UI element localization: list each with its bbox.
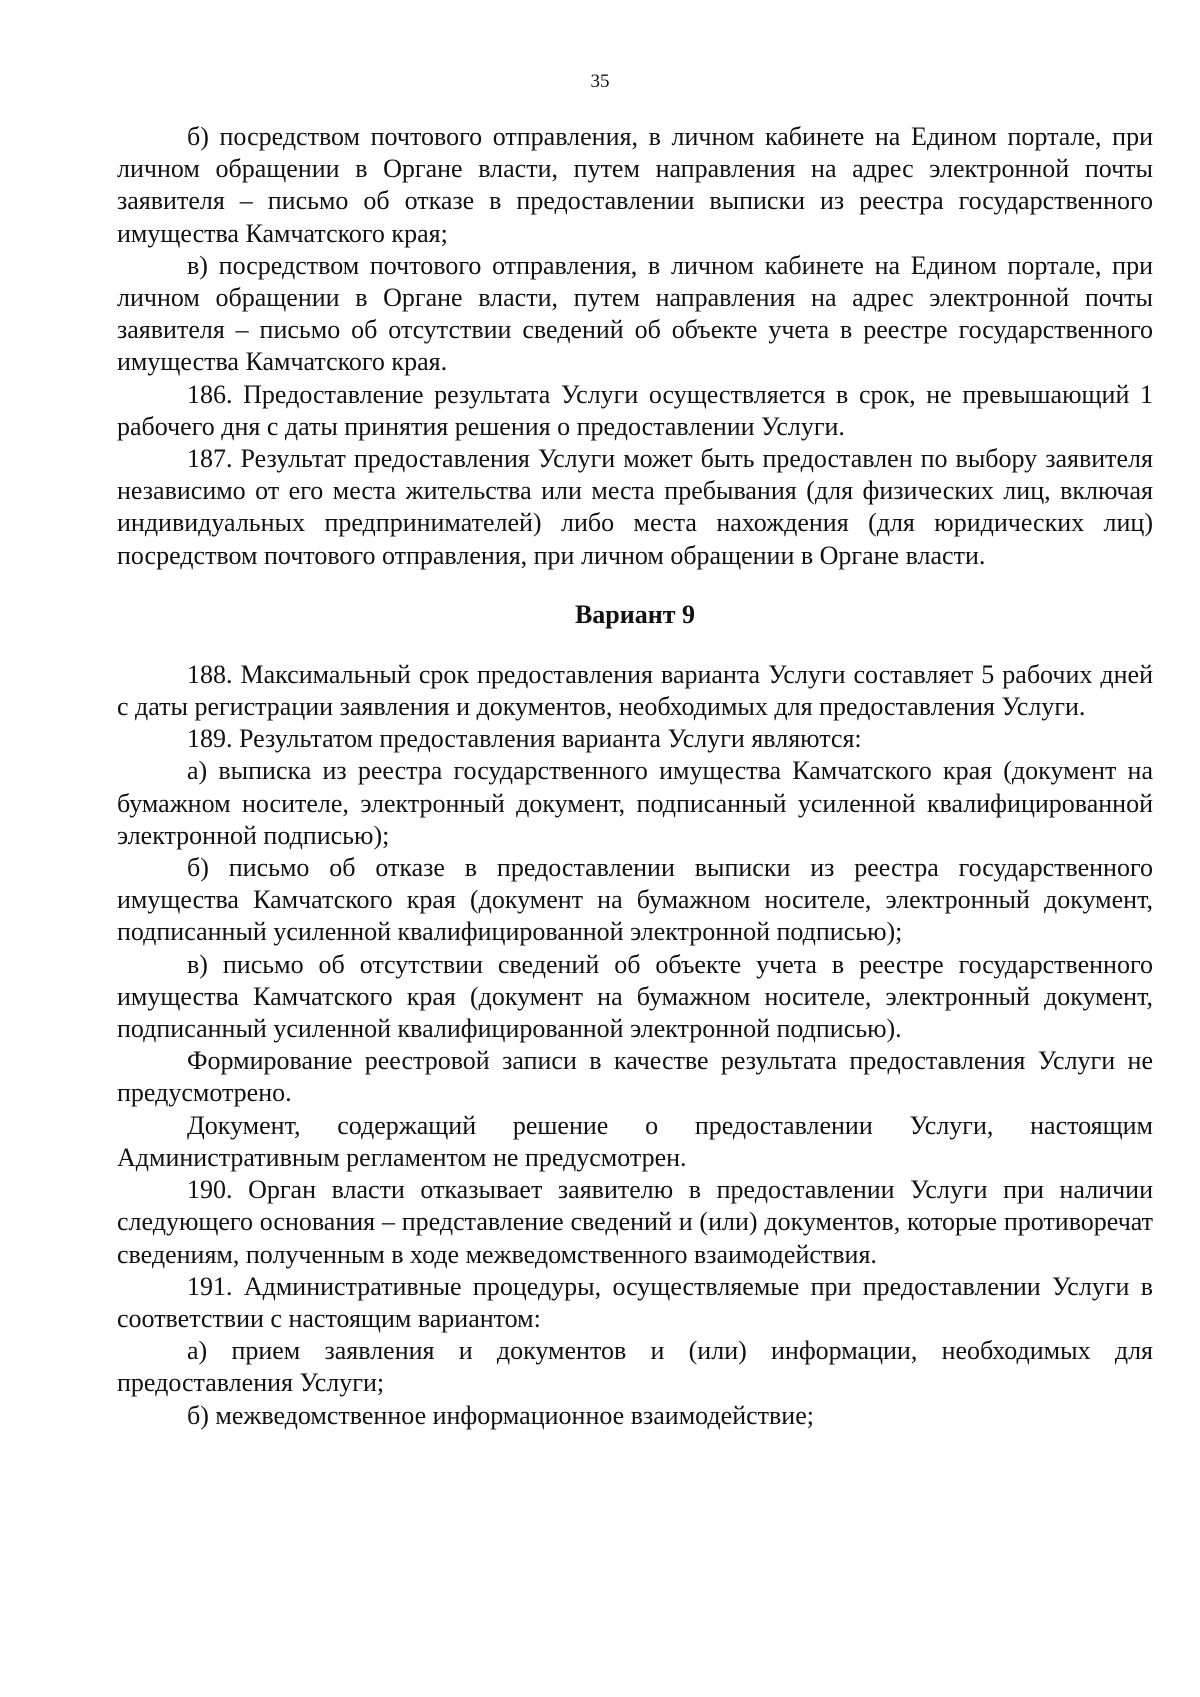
paragraph-188: 188. Максимальный срок предоставления варианта Услуги составляет 5 рабочих дней с даты регистрации заявления и документов, необходимых для предоставления Услуги. <box>117 659 1153 722</box>
paragraph-189-item-v: в) письмо об отсутствии сведений об объекте учета в реестре государственного имущества Камчатского края (документ на бумажном носителе, электронный документ, подписанный усиленной квалифицированной электронной подписью). <box>117 949 1153 1044</box>
paragraph-191: 191. Административные процедуры, осуществляемые при предоставлении Услуги в соответствии с настоящим вариантом: <box>117 1271 1153 1333</box>
page-number: 35 <box>590 71 610 92</box>
paragraph-191-item-a: а) прием заявления и документов и (или) информации, необходимых для предоставления Услуги; <box>117 1336 1153 1398</box>
section-heading-variant-9: Вариант 9 <box>574 599 696 629</box>
paragraph-187: 187. Результат предоставления Услуги может быть предоставлен по выбору заявителя независимо от его места жительства или места пребывания (для физических лиц, включая индивидуальных предпринимателей) либо места нахождения (для юридических лиц) посредством почтового отправления, при личном обращении в Органе власти. <box>117 444 1153 570</box>
paragraph-189-item-b: б) письмо об отказе в предоставлении выписки из реестра государственного имущества Камчатского края (документ на бумажном носителе, электронный документ, подписанный усиленной квалифицированной электронной подписью); <box>117 853 1153 947</box>
document-body <box>117 121 1153 1432</box>
paragraph-191-item-b: б) межведомственное информационное взаимодействие; <box>187 1400 814 1430</box>
paragraph-item-b-postal-refusal: б) посредством почтового отправления, в личном кабинете на Едином портале, при личном обращении в Органе власти, путем направления на адрес электронной почты заявителя – письмо об отказе в предоставлении выписки из реестра государственного имущества Камчатского края; <box>117 122 1153 248</box>
paragraph-item-v-postal-absence: в) посредством почтового отправления, в личном кабинете на Едином портале, при личном обращении в Органе власти, путем направления на адрес электронной почты заявителя – письмо об отсутствии сведений об объекте учета в реестре государственного имущества Камчатского края. <box>117 250 1153 377</box>
paragraph-186: 186. Предоставление результата Услуги осуществляется в срок, не превышающий 1 рабочего дня с даты принятия решения о предоставлении Услуги. <box>117 379 1153 441</box>
paragraph-decision-document: Документ, содержащий решение о предоставлении Услуги, настоящим Административным регламентом не предусмотрен. <box>117 1110 1153 1172</box>
paragraph-189-item-a: а) выписка из реестра государственного имущества Камчатского края (документ на бумажном носителе, электронный документ, подписанный усиленной квалифицированной электронной подписью); <box>117 756 1153 850</box>
paragraph-189: 189. Результатом предоставления варианта Услуги являются: <box>187 724 862 754</box>
paragraph-190: 190. Орган власти отказывает заявителю в предоставлении Услуги при наличии следующего основания – представление сведений и (или) документов, которые противоречат сведениям, полученным в ходе межведомственного взаимодействия. <box>117 1175 1153 1269</box>
paragraph-registry-record: Формирование реестровой записи в качестве результата предоставления Услуги не предусмотрено. <box>117 1046 1153 1108</box>
